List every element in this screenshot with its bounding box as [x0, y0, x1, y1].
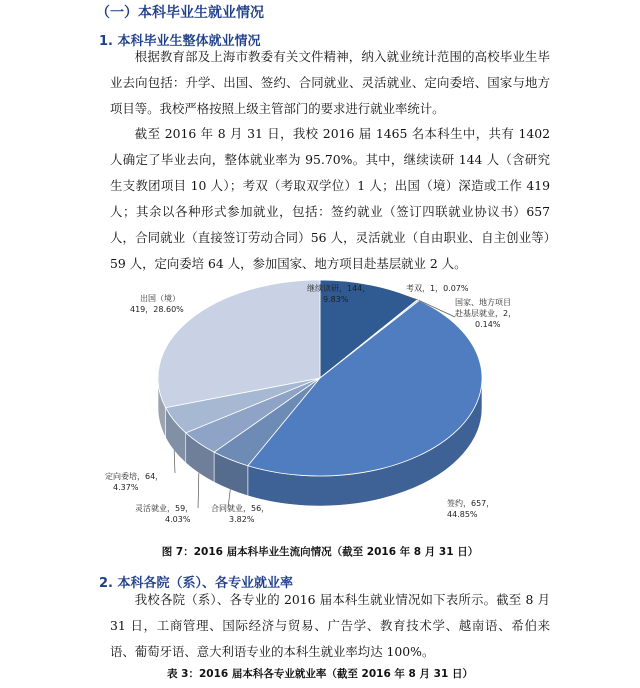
label-flexible: 灵活就业，59， 4.03%: [135, 504, 194, 524]
label-national-local-project: 国家、地方项目 赴基层就业，2， 0.14%: [455, 298, 517, 329]
subsection-heading-overall: 1. 本科毕业生整体就业情况: [99, 34, 261, 49]
pie-chart: [100, 275, 540, 537]
label-double-degree: 考双，1，0.07%: [406, 284, 469, 293]
paragraph-departments: 我校各院（系）、各专业的 2016 届本科生就业情况如下表所示。截至 8 月 31 日，工商管理、国际经济与贸易、广告学、教育技术学、越南语、希伯来语、葡萄牙语、意大利语专业的本科生就业率均达 100%。: [110, 592, 550, 659]
paragraph-scope: 根据教育部及上海市教委有关文件精神，纳入就业统计范围的高校毕业生毕业去向包括：升学、出国、签约、合同就业、灵活就业、定向委培、国家与地方项目等。我校严格按照上级主管部门的要求进行就业率统计。: [110, 49, 550, 116]
leader-line-5: [198, 473, 199, 508]
label-contract: 合同就业，56， 3.82%: [211, 504, 270, 524]
section-heading: （一）本科毕业生就业情况: [96, 5, 264, 21]
table-caption: 表 3：2016 届本科各专业就业率（截至 2016 年 8 月 31 日）: [167, 668, 473, 680]
figure-caption: 图 7：2016 届本科毕业生流向情况（截至 2016 年 8 月 31 日）: [161, 546, 479, 558]
paragraph-statistics: 截至 2016 年 8 月 31 日，我校 2016 届 1465 名本科生中，共有 1402 人确定了毕业去向，整体就业率为 95.70%。其中，继续读研 144 人（含研究生支教团项目 10 人）；考双（考取双学位）1 人；出国（境）深造或工作 419 人；其余以各种形式参加就业，包括：签约就业（签订四联就业协议书）657 人，合同就业（直接签订劳动合同）56 人，灵活就业（自由职业、自主创业等）59 人，定向委培 64 人，参加国家、地方项目赴基层就业 2 人。: [110, 126, 550, 271]
label-graduate-study: 继续读研，144， 9.83%: [307, 284, 371, 304]
label-signed: 签约，657， 44.85%: [447, 499, 495, 519]
label-abroad: 出国（境） 419，28.60%: [130, 294, 184, 314]
leader-line-6: [174, 451, 175, 473]
label-directed-training: 定向委培，64， 4.37%: [105, 472, 164, 492]
subsection-heading-departments: 2. 本科各院（系）、各专业就业率: [99, 576, 294, 591]
